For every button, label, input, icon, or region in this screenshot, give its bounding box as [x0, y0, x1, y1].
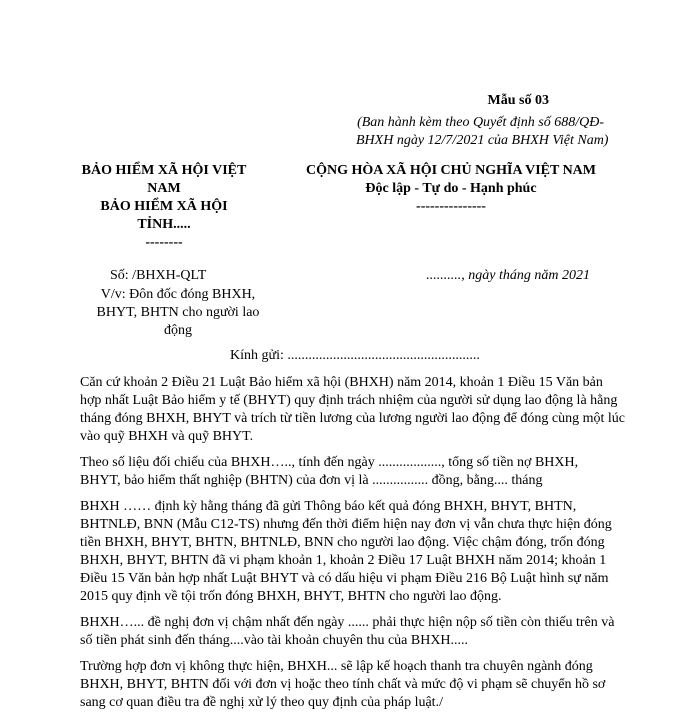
agency-line: TỈNH..... [137, 217, 191, 232]
body-line: tiền BHXH, BHYT, BHTN, BHTNLĐ, BNN cho người lao động. Việc chậm đóng, trốn đóng [80, 535, 605, 550]
recipient-line: Kính gửi: ....................................................... [230, 348, 480, 363]
agency-line: BẢO HIỂM XÃ HỘI VIỆT [81, 163, 247, 178]
agency-line: NAM [147, 181, 181, 196]
body-paragraph [80, 374, 625, 446]
national-title: CỘNG HÒA XÃ HỘI CHỦ NGHĨA VIỆT NAM [305, 163, 596, 178]
body-line: Căn cứ khoản 2 Điều 21 Luật Bảo hiểm xã hội (BHXH) năm 2014, khoản 1 Điều 15 Văn bản [80, 375, 603, 390]
body-line: BHXH…... đề nghị đơn vị chậm nhất đến ngày ...... phải thực hiện nộp số tiền còn thiếu trên và [80, 615, 615, 630]
body-line: Trường hợp đơn vị không thực hiện, BHXH... sẽ lập kế hoạch thanh tra chuyên ngành đóng [80, 659, 593, 674]
body-line: BHYT, bảo hiểm thất nghiệp (BHTN) của đơn vị là ................ đồng, bằng.... tháng [80, 473, 543, 488]
subject-line: V/v: Đôn đốc đóng BHXH, [100, 287, 256, 302]
agency-header [60, 162, 268, 252]
decree-line: BHXH ngày 12/7/2021 của BHXH Việt Nam) [356, 133, 609, 148]
body-paragraph [80, 498, 620, 606]
subject-line: động [164, 323, 192, 338]
body-line: BHTNLĐ, BNN (Mẫu C12-TS) nhưng đến thời điểm hiện nay đơn vị vẫn chưa thực hiện đóng [80, 517, 612, 532]
date-line: .........., ngày tháng năm 2021 [426, 268, 590, 283]
document-body [80, 374, 625, 720]
national-divider: --------------- [416, 199, 486, 214]
body-line: số tiền phát sinh đến tháng....vào tài khoản chuyên thu của BHXH..... [80, 633, 469, 648]
body-paragraph [80, 658, 620, 712]
decree-reference [340, 114, 630, 150]
body-line: Điều 15 Văn bản hợp nhất Luật BHYT và có dấu hiệu vi phạm Điều 216 Bộ Luật hình sự năm [80, 571, 609, 586]
subject-line: BHYT, BHTN cho người lao [96, 305, 260, 320]
form-number: Mẫu số 03 [487, 93, 549, 108]
body-line: 2015 quy định về tội trốn đóng BHXH, BHYT, BHTN cho người lao động. [80, 589, 502, 604]
body-line: BHXH, BHYT, BHTN đối với đơn vị hoặc theo tính chất và mức độ vi phạm sẽ chuyển hồ sơ [80, 677, 606, 692]
body-line: hợp nhất Luật Bảo hiểm y tế (BHYT) quy định trách nhiệm của người sử dụng lao động là hằng [80, 393, 618, 408]
document-subject [78, 286, 278, 340]
agency-divider: -------- [145, 235, 183, 250]
national-motto: Độc lập - Tự do - Hạnh phúc [365, 181, 537, 196]
national-header [266, 162, 636, 216]
body-line: Theo số liệu đối chiếu của BHXH….., tính đến ngày .................., tổng số tiền nợ BHXH, [80, 455, 579, 470]
body-line: sang cơ quan điều tra đề nghị xử lý theo quy định của pháp luật./ [80, 695, 443, 710]
document-number: Số: /BHXH-QLT [110, 268, 207, 283]
body-paragraph [80, 614, 620, 650]
body-line: BHXH, BHYT, BHTN đã vi phạm khoản 1, khoản 2 Điều 17 Luật BHXH năm 2014; khoản 1 [80, 553, 607, 568]
decree-line: (Ban hành kèm theo Quyết định số 688/QĐ- [357, 115, 604, 130]
body-line: vào quỹ BHXH và quỹ BHYT. [80, 429, 254, 444]
agency-line: BẢO HIỂM XÃ HỘI [100, 199, 228, 214]
body-line: BHXH …… định kỳ hằng tháng đã gửi Thông báo kết quả đóng BHXH, BHYT, BHTN, [80, 499, 577, 514]
body-paragraph [80, 454, 620, 490]
body-line: tháng đóng BHXH, BHYT và trích từ tiền lương của lương người lao động để đóng cùng một lúc [80, 411, 625, 426]
